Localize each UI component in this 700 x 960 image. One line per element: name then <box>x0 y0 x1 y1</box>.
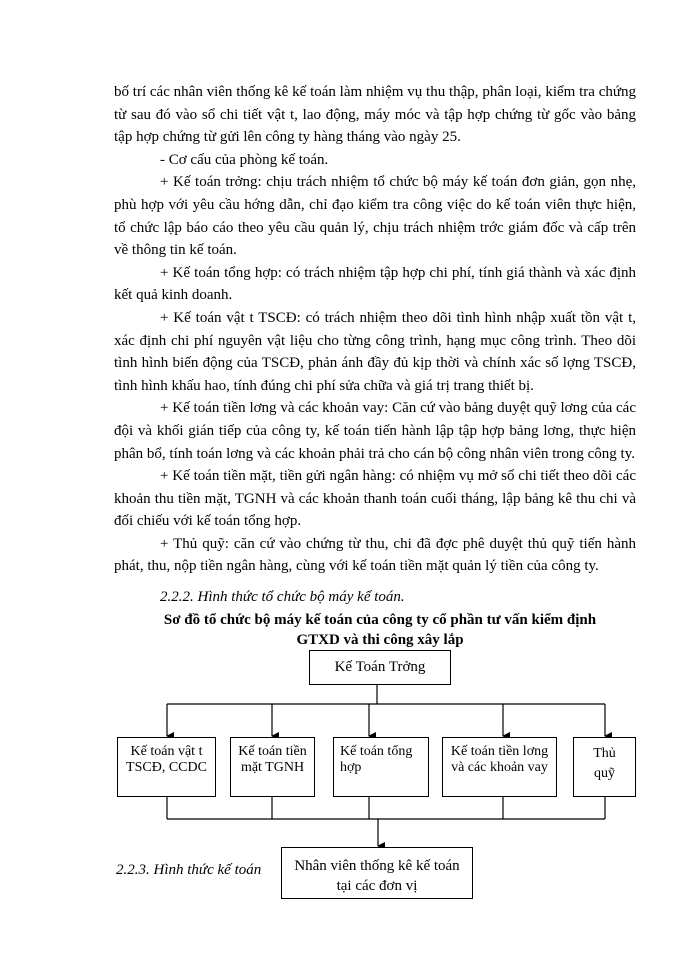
box-general-accountant: Kế toán tổng hợp <box>333 737 429 797</box>
paragraph-materials-accountant: + Kế toán vật t TSCĐ: có trách nhiệm theo dõi tình hình nhập xuất tồn vật t, xác định chi phí nguyên vật liệu cho từng công trình, hạng mục công trình. Theo dõi tình hình biến động của TSCĐ, phản ánh đầy đủ kịp thời và chính xác số lợng TSCĐ, tình hình khấu hao, tính đúng chi phí sửa chữa và giá trị trang thiết bị. <box>114 309 636 394</box>
box-materials-accountant: Kế toán vật t TSCĐ, CCDC <box>117 737 216 797</box>
paragraph-salary-accountant: + Kế toán tiền lơng và các khoản vay: Căn cứ vào bảng duyệt quỹ lơng của các đội và khối gián tiếp của công ty, kế toán tiến hành lập tập hợp bảng lơng, thực hiện phân bổ, tính toán lơng và các khoản phải trả cho cán bộ công nhân viên trong công ty. <box>114 400 636 462</box>
paragraph-treasurer: + Thủ quỹ: căn cứ vào chứng từ thu, chi đã đợc phê duyệt thủ quỹ tiến hành phát, thu, nộp tiền ngân hàng, cùng với kế toán tiền mặt quản lý tiền của công ty. <box>114 535 636 575</box>
box-chief-accountant: Kế Toán Trởng <box>309 650 451 685</box>
next-section-heading: 2.2.3. Hình thức kế toán <box>116 862 262 878</box>
section-heading: 2.2.2. Hình thức tổ chức bộ máy kế toán. <box>160 589 405 605</box>
diagram-title-line2: GTXD và thi công xây lắp <box>296 632 464 648</box>
paragraph-general-accountant: + Kế toán tổng hợp: có trách nhiệm tập hợp chi phí, tính giá thành và xác định kết quả kinh doanh. <box>114 264 636 304</box>
box-salary-accountant: Kế toán tiền lơng và các khoản vay <box>442 737 557 797</box>
box-field-staff: Nhân viên thống kê kế toán tại các đơn vị <box>281 847 473 899</box>
paragraph-cash-accountant: + Kế toán tiền mặt, tiền gửi ngân hàng: có nhiệm vụ mở sổ chi tiết theo dõi các khoản thu tiền mặt, TGNH và các khoản thanh toán cuối tháng, lập bảng kê thu chi và đối chiếu với kế toán tổng hợp. <box>114 468 636 530</box>
diagram-title-line1: Sơ đồ tổ chức bộ máy kế toán của công ty cổ phần tư vấn kiểm định <box>163 612 597 628</box>
box-cash-accountant: Kế toán tiền mặt TGNH <box>230 737 315 797</box>
box-treasurer: Thủ quỹ <box>573 737 636 797</box>
paragraph-chief-accountant: + Kế toán trởng: chịu trách nhiệm tổ chức bộ máy kế toán đơn giản, gọn nhẹ, phù hợp với yêu cầu hớng dẫn, chỉ đạo kiểm tra công việc do kế toán viên thực hiện, tổ chức lập báo cáo theo yêu cầu quản lý, chịu trách nhiệm trớc giám đốc và cấp trên về thông tin kế toán. <box>114 174 636 259</box>
paragraph-intro: bố trí các nhân viên thống kê kế toán làm nhiệm vụ thu thập, phân loại, kiểm tra chứng từ sau đó vào sổ chi tiết vật t, lao động, máy móc và tập hợp chứng từ gốc vào bảng tập hợp chứng từ gửi lên công ty hàng tháng vào ngày 25. <box>114 84 636 146</box>
paragraph-structure: - Cơ cấu của phòng kế toán. <box>160 151 329 168</box>
